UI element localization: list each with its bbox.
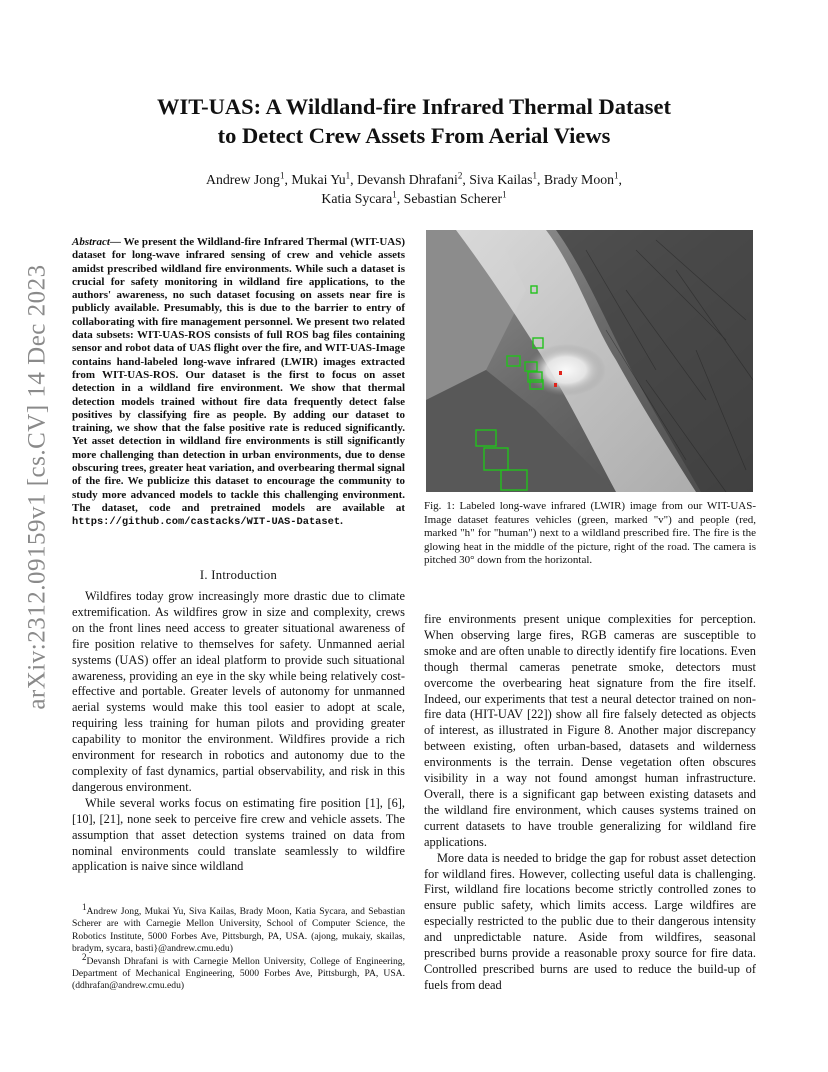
thermal-aerial-image: [426, 230, 753, 492]
author-affiliation: 2: [457, 170, 463, 181]
right-column-body: [424, 612, 756, 994]
author-affiliation: 1: [502, 189, 507, 200]
author-affiliation: 1: [532, 170, 537, 181]
fire-heat: [526, 344, 606, 396]
author-name: Devansh Dhrafani: [357, 172, 458, 187]
abstract-end: .: [340, 515, 343, 528]
paragraph: fire environments present unique complexities for perception. When observing large fires, RGB cameras are susceptible to smoke and are often unable to directly identify fire locations. Even though thermal cameras penetrate smoke, detectors must overcome the overbearing heat signature from the fire itself. Indeed, our experiments that test a neural detector trained on non-fire data (HIT-UAV [22]) show all fire falsely detected as objects of interest, as illustrated in Figure 8. Another major discrepancy between existing, often urban-based, datasets and wilderness environments is the terrain. Dense vegetation often obscures visibility in a way not found amongst human infrastructure. Overall, there is a significant gap between existing datasets and the wildland fire environment, which causes systems trained on current datasets to have trouble generalizing for wildland fire applications.: [424, 612, 756, 849]
arxiv-identifier-text: arXiv:2312.09159v1 [cs.CV] 14 Dec 2023: [24, 264, 52, 710]
footnote-mark: 1: [82, 901, 87, 912]
figure-caption-label: Fig. 1:: [424, 500, 455, 512]
paper-title-line-2: to Detect Crew Assets From Aerial Views: [217, 123, 611, 148]
footnote-text: Devansh Dhrafani is with Carnegie Mellon University, College of Engineering, Department of Mechanical Engineering, 5000 Forbes Ave, Pittsburgh, PA, USA. (ddhrafan@andrew.cmu.edu): [72, 955, 405, 992]
abstract: [72, 236, 405, 530]
author-name: Mukai Yu: [291, 172, 346, 187]
author-affiliation: 1: [614, 170, 619, 181]
left-column-body: [72, 589, 405, 875]
footnote-text: Andrew Jong, Mukai Yu, Siva Kailas, Brady Moon, Katia Sycara, and Sebastian Scherer are with Carnegie Mellon University, School of Computer Science, the Robotics Institute, 5000 Forbes Ave, Pittsburgh, PA, USA. (ajong, mukaiy, skailas, bradym, sycara, basti}@andrew.cmu.edu): [72, 906, 405, 955]
paragraph: Wildfires today grow increasingly more drastic due to climate extremification. As wildfires grow in size and complexity, crews on the front lines need access to greater situational awareness of fire position relative to themselves for safety. Unmanned aerial systems (UAS) offer an ideal platform to provide such situational awareness, providing an eye in the sky while being relatively cost-effective and portable. Greater levels of autonomy for unmanned aerial systems would make this tool easier to adopt at scale, requiring less training for human pilots and providing greater capability to monitor the environment. Wildfires provide a rich environment for research in robotics and autonomy due to the complexity of fast dynamics, partial observability, and risk in this dangerous environment.: [72, 589, 405, 794]
figure-caption-text: Labeled long-wave infrared (LWIR) image from our WIT-UAS-Image dataset features vehicles (green, marked "v") and people (red, marked "h" for "human") next to a wildland prescribed fire. The fire is the glowing heat in the middle of the picture, right of the road. The camera is pitched 30° down from the horizontal.: [424, 500, 756, 567]
section-heading-introduction: I. Introduction: [199, 568, 278, 582]
paragraph: While several works focus on estimating fire position [1], [6], [10], [21], none seek to perceive fire crew and vehicle assets. The assumption that asset detection systems trained on data from nominal environments could translate seamlessly to wildfire application is naive since wildland: [72, 795, 405, 874]
author-affiliation: 1: [345, 170, 351, 181]
footnotes: [72, 901, 405, 993]
abstract-text: We present the Wildland-fire Infrared Thermal (WIT-UAS) dataset for long-wave infrared sensing of crew and vehicle assets amidst prescribed wildland fire environments. While such a dataset is crucial for safety monitoring in wildland fire applications, to the authors' awareness, no such dataset focusing on assets near fire is publicly available. Presumably, this is due to the barrier to entry of collaborating with fire management personnel. We present two related data subsets: WIT-UAS-ROS consists of full ROS bag files containing sensor and robot data of UAS flight over the fire, and WIT-UAS-Image contains hand-labeled long-wave infrared (LWIR) images extracted from WIT-UAS-ROS. Our dataset is the first to focus on asset detection in a wildland fire environment. We show that thermal detection models trained without fire data frequently detect false positives by classifying fire as people. By adding our dataset to training, we show that the false positive rate is reduced significantly. Yet asset detection in wildland fire environments is still significantly more challenging than detection in urban environments, due to dense obscuring trees, greater heat variation, and overbearing thermal signal of the fire. We publicize this dataset to encourage the community to study more advanced models to tackle this challenging environment. The dataset, code and pretrained models are available at: [72, 236, 405, 514]
abstract-dash: —: [109, 236, 124, 248]
paper-title: [0, 92, 828, 150]
author-affiliation: 1: [392, 189, 397, 200]
dataset-url-link[interactable]: https://github.com/castacks/WIT-UAS-Dataset: [72, 516, 341, 529]
author-name: Sebastian Scherer: [403, 191, 503, 206]
paper-title-line-1: WIT-UAS: A Wildland-fire Infrared Thermal Dataset: [156, 94, 671, 119]
author-name: Andrew Jong: [206, 172, 280, 187]
abstract-label: Abstract: [72, 236, 110, 248]
arxiv-identifier: [18, 264, 58, 710]
author-line-2: Katia Sycara$^1$, Sebastian Scherer$^1$: [321, 189, 507, 206]
figure-caption: [424, 500, 756, 568]
author-affiliation: 1: [279, 170, 285, 181]
footnote: [72, 901, 405, 956]
author-line-1: Andrew Jong$^1$, Mukai Yu$^1$, Devansh Dhrafani$^2$, Siva Kailas$^1$, Brady Moon$^1$,: [206, 170, 622, 187]
footnote-mark: 2: [82, 951, 87, 962]
author-name: Siva Kailas: [469, 172, 533, 187]
paragraph: More data is needed to bridge the gap for robust asset detection for wildland fires. However, collecting useful data is challenging. First, wildland fire locations become strictly controlled zones to ensure public safety, which limits access. Large wildfires are especially restricted to the public due to their dangerous intensity and unpredictable nature. Aside from wildfires, seasonal prescribed burns provide a reasonable proxy source for fire data. Controlled prescribed burns are used to reduce the build-up of fuels from dead: [424, 850, 756, 992]
author-name: Katia Sycara: [321, 191, 393, 206]
footnote: [72, 951, 405, 993]
figure-lwir-image: [426, 230, 753, 492]
author-list: [0, 170, 828, 208]
author-name: Brady Moon: [543, 172, 615, 187]
